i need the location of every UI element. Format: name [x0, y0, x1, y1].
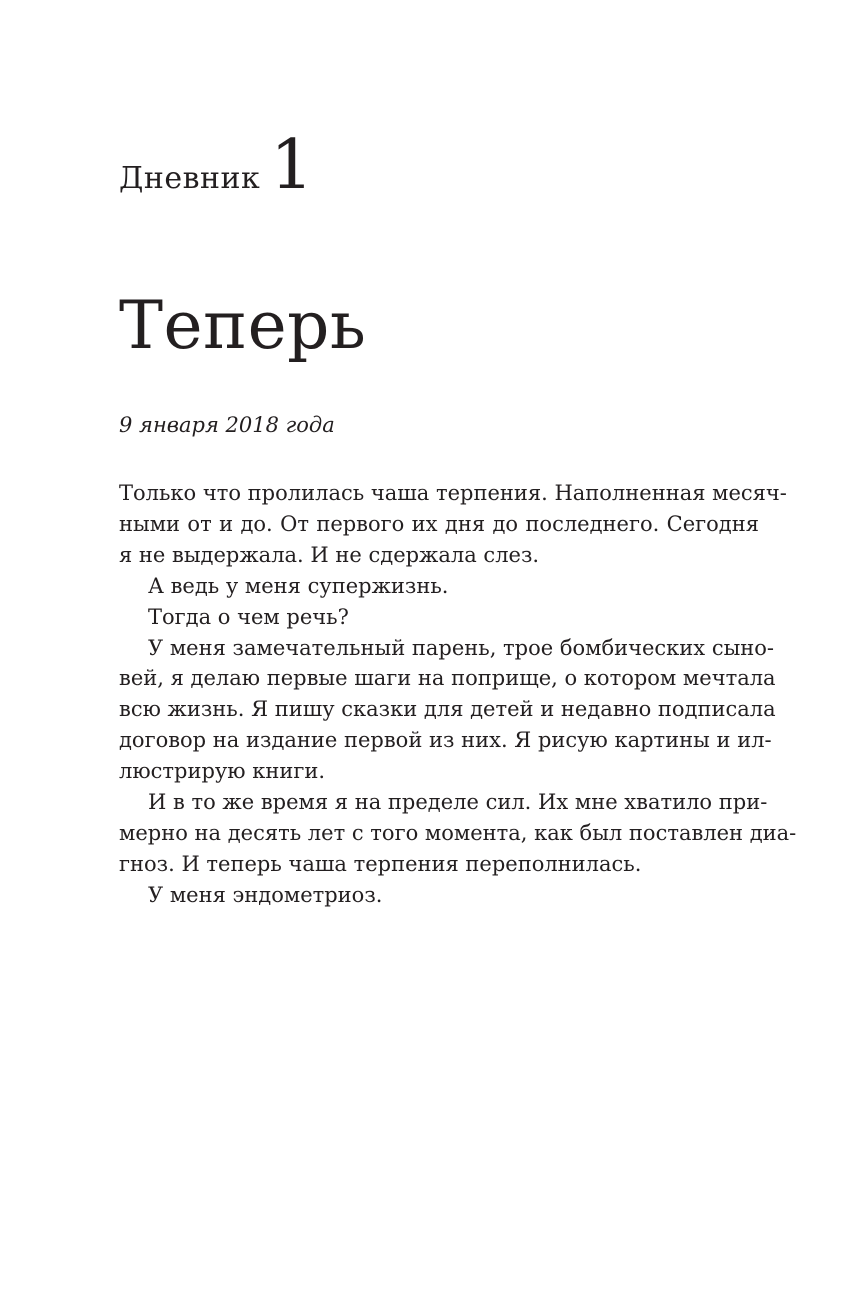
text-line: А ведь у меня супержизнь.: [148, 573, 449, 598]
entry-date: 9 января 2018 года: [119, 413, 335, 437]
text-line: вей, я делаю первые шаги на поприще, о котором мечтала: [119, 666, 776, 691]
text-line: всю жизнь. Я пишу сказки для детей и недавно подписала: [119, 697, 776, 722]
text-line: гноз. И теперь чаша терпения переполнилась.: [119, 851, 642, 876]
chapter-title: Теперь: [119, 287, 367, 364]
text-line: мерно на десять лет с того момента, как был поставлен диа-: [119, 820, 797, 845]
text-line: люстрирую книги.: [119, 759, 325, 784]
text-line: договор на издание первой из них. Я рисую картины и ил-: [119, 728, 772, 753]
text-line: И в то же время я на пределе сил. Их мне хватило при-: [148, 790, 768, 815]
diary-label-word: Дневник: [119, 161, 261, 196]
diary-number: 1: [270, 126, 314, 205]
entry-body: [119, 478, 797, 911]
text-line: У меня замечательный парень, трое бомбических сыно-: [148, 635, 775, 660]
text-line: я не выдержала. И не сдержала слез.: [119, 542, 540, 567]
diary-heading: [119, 126, 314, 205]
text-line: Тогда о чем речь?: [148, 604, 349, 629]
text-line: У меня эндометриоз.: [148, 882, 383, 907]
text-line: Только что пролилась чаша терпения. Наполненная месяч-: [119, 481, 787, 505]
text-line: ными от и до. От первого их дня до последнего. Сегодня: [119, 511, 759, 536]
